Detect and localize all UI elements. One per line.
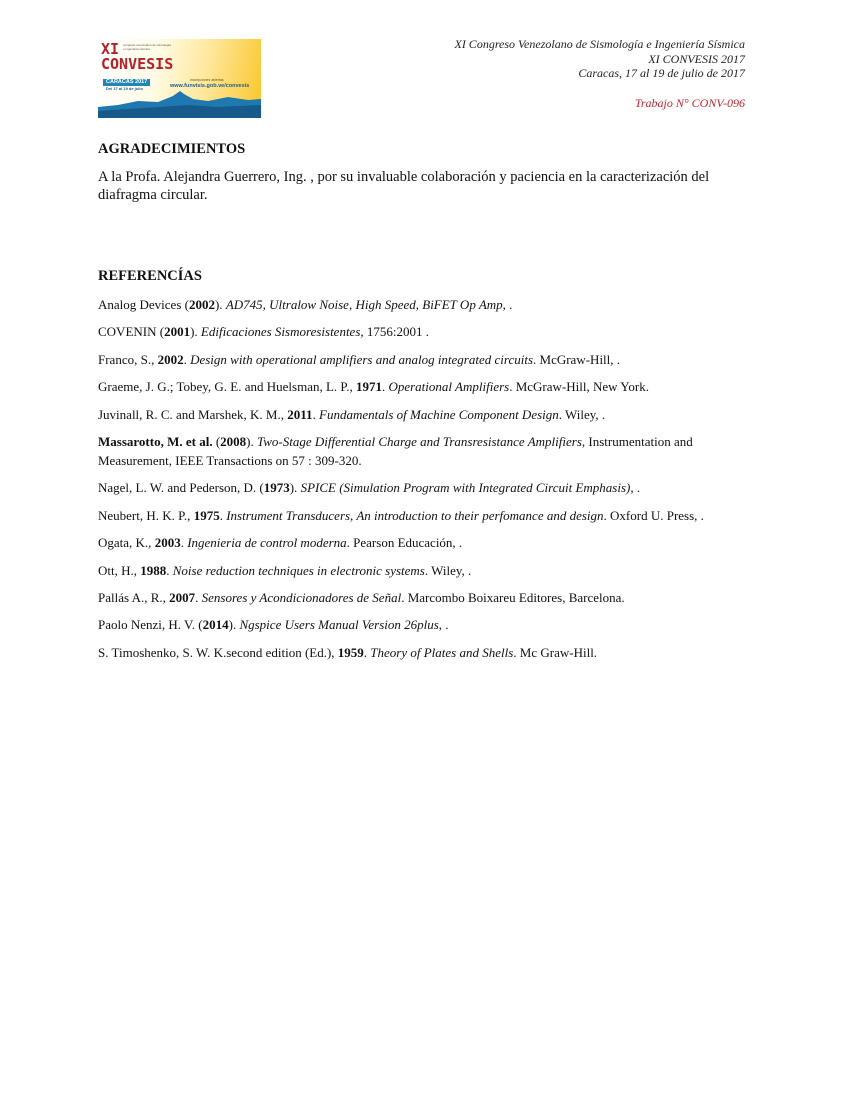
reference-pre: Ogata, K.,: [98, 535, 155, 551]
reference-mid: .: [180, 535, 188, 551]
reference-title: Noise reduction techniques in electronic systems: [172, 562, 425, 578]
reference-pre: COVENIN (: [98, 324, 165, 340]
reference-post: , .: [502, 297, 513, 312]
reference-pre: Analog Devices (: [98, 297, 189, 312]
reference-pre: Graeme, J. G.; Tobey, G. E. and Huelsman, L. P.,: [98, 379, 356, 395]
logo-title-convesis: CONVESIS: [101, 55, 174, 73]
reference-year: 1988: [140, 562, 167, 578]
reference-year: 2002: [188, 297, 215, 312]
reference-post: . Wiley, .: [558, 406, 606, 422]
reference-mid: ).: [190, 324, 201, 340]
logo-url: www.funvisis.gob.ve/convesis: [170, 83, 250, 89]
reference-item: [98, 432, 750, 470]
reference-mid: ).: [246, 433, 257, 449]
reference-title: Theory of Plates and Shells: [370, 644, 514, 660]
reference-post: , 1756:2001 .: [360, 324, 430, 340]
reference-year: 2008: [220, 433, 247, 449]
logo-dates: Del 17 al 19 de julio: [106, 86, 143, 91]
reference-year: 1973: [263, 480, 290, 496]
reference-title: AD745, Ultralow Noise, High Speed, BiFET Op Amp: [225, 297, 503, 312]
reference-year: 1975: [193, 507, 220, 523]
reference-title: Ngspice Users Manual Version 26plus: [239, 617, 439, 633]
reference-item: [98, 615, 750, 634]
reference-item: [98, 533, 750, 552]
reference-title: Ingenieria de control moderna: [187, 535, 347, 551]
reference-mid: .: [219, 507, 227, 523]
reference-mid: .: [363, 644, 371, 660]
header-congress-name: XI Congreso Venezolano de Sismología e Ingeniería Sísmica: [454, 37, 745, 51]
reference-mid: .: [183, 351, 191, 367]
reference-mid: .: [381, 379, 389, 395]
reference-pre: Ott, H.,: [98, 562, 141, 578]
reference-item: [98, 350, 750, 369]
reference-post: . McGraw-Hill, New York.: [509, 379, 649, 395]
reference-year: 2007: [169, 589, 196, 605]
convesis-logo: [98, 39, 261, 118]
logo-badge: CARACAS 2017: [103, 79, 150, 86]
logo-small-text: congreso venezolano de sismología e ingeniería sísmica: [123, 43, 171, 51]
acknowledgements-text: A la Profa. Alejandra Guerrero, Ing. , por su invaluable colaboración y paciencia en la caracterización del diafragma circular.: [98, 169, 710, 203]
reference-title: Sensores y Acondicionadores de Señal: [201, 589, 402, 605]
reference-item: [98, 643, 750, 662]
reference-post: . Wiley, .: [424, 562, 472, 578]
reference-item: [98, 478, 750, 497]
reference-item: [98, 561, 750, 580]
reference-post: . Marcombo Boixareu Editores, Barcelona.: [401, 589, 625, 605]
reference-pre: Franco, S.,: [98, 351, 158, 367]
reference-post: . Mc Graw-Hill.: [513, 644, 598, 660]
reference-title: Instrument Transducers, An introduction to their perfomance and design: [226, 507, 604, 523]
reference-year: 1971: [355, 379, 382, 395]
header-paper-number: Trabajo N° CONV-096: [634, 95, 745, 110]
reference-post: . Pearson Educación, .: [346, 535, 463, 551]
running-header: [454, 37, 745, 110]
logo-title-xi: XI: [101, 40, 120, 58]
reference-mid: ).: [228, 617, 240, 633]
reference-pre: Juvinall, R. C. and Marshek, K. M.,: [98, 406, 288, 422]
reference-pre: S. Timoshenko, S. W. K.second edition (Ed.),: [98, 644, 338, 660]
reference-item: [98, 588, 750, 607]
reference-year: 2001: [164, 324, 191, 340]
reference-title: Two-Stage Differential Charge and Transresistance Amplifiers: [257, 433, 582, 449]
reference-title: Fundamentals of Machine Component Design: [319, 406, 559, 422]
reference-title: SPICE (Simulation Program with Integrated Circuit Emphasis): [300, 480, 631, 496]
reference-title: Design with operational amplifiers and analog integrated circuits: [190, 351, 534, 367]
reference-post: , Instrumentation and Measurement, IEEE Transactions on 57 : 309-320.: [98, 433, 693, 468]
reference-pre: Paolo Nenzi, H. V. (: [98, 617, 203, 633]
reference-title: Operational Amplifiers: [388, 379, 510, 395]
reference-item: [98, 506, 750, 525]
acknowledgements-heading: AGRADECIMIENTOS: [98, 141, 246, 157]
header-dates: Caracas, 17 al 19 de julio de 2017: [578, 66, 745, 80]
reference-item: [98, 322, 750, 341]
reference-year: 2003: [154, 535, 181, 551]
reference-item: [98, 405, 750, 424]
reference-post: , .: [438, 617, 449, 633]
reference-year: 2002: [157, 351, 184, 367]
reference-mid: ).: [214, 297, 226, 312]
header-edition: XI CONVESIS 2017: [648, 51, 745, 66]
reference-mid: ).: [289, 480, 301, 496]
reference-pre: (: [212, 433, 221, 449]
reference-title: Edificaciones Sismoresistentes: [200, 324, 361, 340]
reference-mid: .: [166, 562, 173, 578]
reference-post: . McGraw-Hill, .: [533, 351, 621, 367]
reference-pre-bold: Massarotto, M. et al.: [98, 433, 213, 449]
reference-list: [98, 295, 750, 670]
reference-year: 2014: [202, 617, 229, 633]
reference-item: [98, 295, 750, 314]
logo-subtitle: inscripciones abiertas: [190, 78, 224, 82]
reference-item: [98, 377, 750, 396]
reference-pre: Nagel, L. W. and Pederson, D. (: [98, 480, 264, 496]
reference-mid: .: [195, 589, 202, 605]
reference-pre: Pallás A., R.,: [98, 589, 170, 605]
reference-mid: .: [312, 406, 320, 422]
reference-post: . Oxford U. Press, .: [603, 507, 704, 523]
references-heading: REFERENCÍAS: [98, 268, 202, 284]
reference-year: 2011: [287, 406, 313, 422]
reference-year: 1959: [337, 644, 364, 660]
reference-pre: Neubert, H. K. P.,: [98, 507, 194, 523]
reference-post: , .: [630, 480, 641, 496]
